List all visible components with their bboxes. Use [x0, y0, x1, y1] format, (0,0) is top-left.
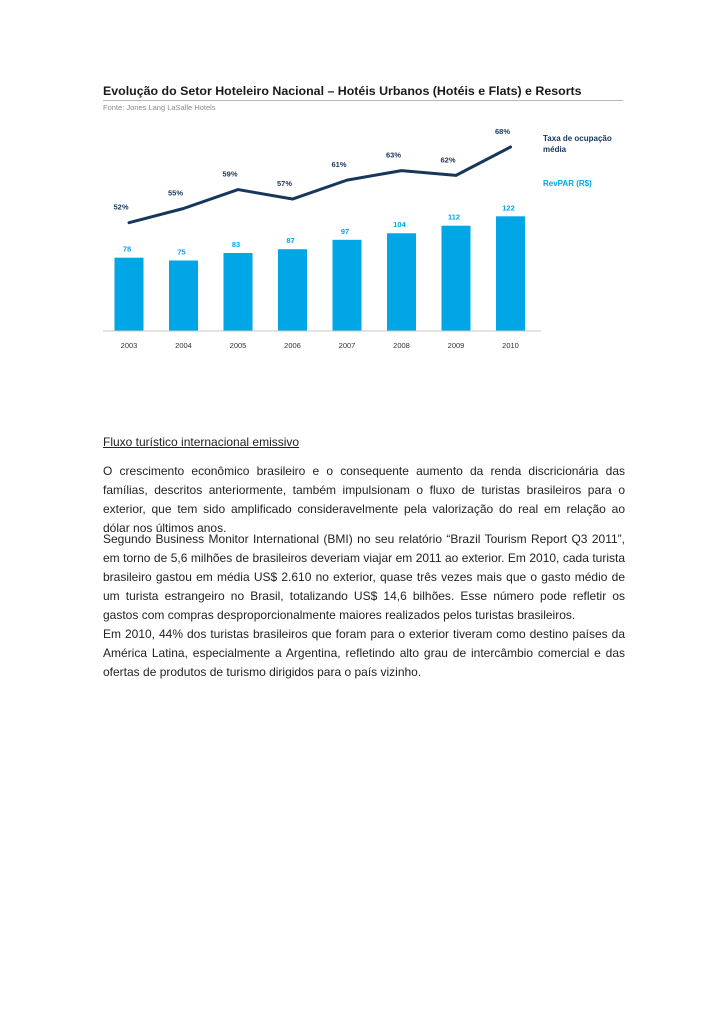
x-tick-label-2007: 2007 [338, 341, 356, 350]
occupancy-label-2006: 57% [276, 179, 293, 189]
legend-revpar: RevPAR (R$) [543, 179, 592, 188]
revpar-bar-2009 [442, 226, 471, 331]
revpar-label-2010: 122 [502, 203, 515, 213]
occupancy-label-2010: 68% [494, 127, 511, 136]
chart-source: Fonte: Jones Lang LaSalle Hotels [103, 103, 216, 112]
revpar-label-2007: 97 [340, 226, 350, 236]
occupancy-label-2008: 63% [385, 150, 402, 160]
revpar-bar-2006 [278, 249, 307, 331]
revpar-bar-2005 [224, 253, 253, 331]
revpar-label-2006: 87 [286, 236, 295, 246]
revpar-label-2005: 83 [231, 239, 241, 249]
legend-occupancy-line2: média [543, 145, 567, 154]
revpar-bar-2003 [115, 258, 144, 331]
occupancy-label-2003: 52% [113, 202, 129, 212]
revpar-label-2008: 104 [393, 220, 406, 230]
hotel-sector-chart [0, 0, 728, 360]
x-tick-label-2005: 2005 [229, 341, 247, 350]
occupancy-label-2005: 59% [222, 169, 238, 179]
legend-occupancy-line1: Taxa de ocupação [543, 134, 612, 143]
occupancy-label-2009: 62% [440, 155, 456, 165]
revpar-bar-2010 [496, 216, 525, 331]
paragraph-2: Segundo Business Monitor International (BMI) no seu relatório “Brazil Tourism Report Q3 2011”, em torno de 5,6 milhões de brasileiros deveriam viajar em 2011 ao exterior. Em 2010, cada turista brasileiro gastou em média US$ 2.610 no exterior, quase três vezes mais que o gasto médio de um turista estrangeiro no Brasil, totalizando US$ 14,6 bilhões. Esse número pode refletir os gastos com compras desproporcionalmente maiores realizados pelos turistas brasileiros. [103, 532, 625, 622]
x-tick-label-2008: 2008 [393, 341, 410, 350]
revpar-label-2009: 112 [447, 212, 461, 222]
section-heading: Fluxo turístico internacional emissivo [103, 435, 300, 449]
chart-title: Evolução do Setor Hoteleiro Nacional – Hotéis Urbanos (Hotéis e Flats) e Resorts [103, 84, 582, 98]
revpar-bar-2004 [169, 261, 198, 332]
revpar-label-2003: 78 [122, 244, 132, 254]
occupancy-label-2004: 55% [167, 188, 184, 198]
paragraph-1: O crescimento econômico brasileiro e o consequente aumento da renda discricionária das famílias, descritos anteriormente, também impulsionam o fluxo de turistas brasileiros para o exterior, que tem sido amplificado consideravelmente pela valorização do real em relação ao dólar nos últimos anos. [103, 464, 625, 535]
revpar-bar-2008 [387, 233, 416, 331]
occupancy-label-2007: 61% [331, 160, 347, 170]
x-tick-label-2003: 2003 [120, 341, 138, 350]
revpar-label-2004: 75 [177, 247, 186, 257]
paragraph-3: Em 2010, 44% dos turistas brasileiros que foram para o exterior tiveram como destino países da América Latina, especialmente a Argentina, refletindo alto grau de intercâmbio comercial e das ofertas de produtos de turismo dirigidos para o país vizinho. [103, 627, 625, 679]
revpar-bar-2007 [333, 240, 362, 331]
x-tick-label-2004: 2004 [175, 341, 192, 350]
x-tick-label-2010: 2010 [502, 341, 519, 350]
x-tick-label-2006: 2006 [284, 341, 301, 350]
x-tick-label-2009: 2009 [447, 341, 465, 350]
